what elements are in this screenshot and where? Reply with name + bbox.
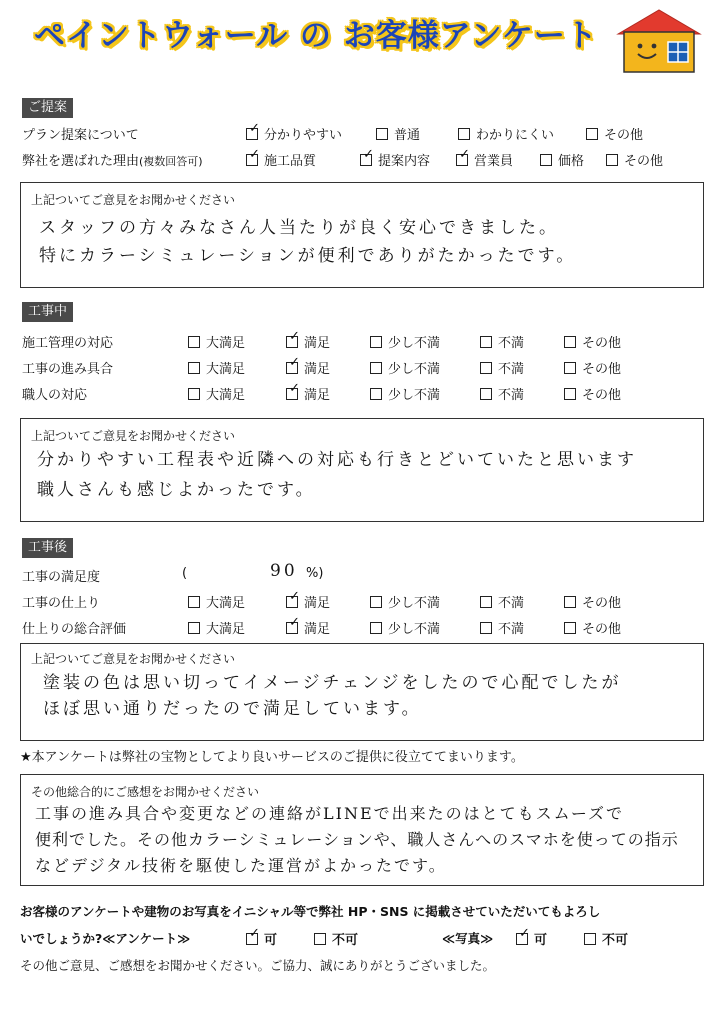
option-satisfied[interactable]: ✓ 満足 bbox=[286, 358, 330, 377]
section-header-after: 工事後 bbox=[22, 538, 73, 558]
option-dissatisfied[interactable]: 不満 bbox=[480, 332, 524, 351]
satisfaction-value[interactable]: 90 bbox=[270, 561, 298, 581]
option-dissatisfied[interactable]: 不満 bbox=[480, 358, 524, 377]
option-other[interactable]: その他 bbox=[586, 124, 643, 143]
check-mark-icon: ✓ bbox=[289, 381, 300, 396]
checkbox-icon bbox=[516, 926, 530, 945]
option-slightly-dissatisfied[interactable]: 少し不満 bbox=[370, 332, 440, 351]
satisfaction-label: 工事の満足度 bbox=[22, 570, 101, 585]
checkbox-icon bbox=[370, 622, 382, 634]
checkbox-icon bbox=[286, 355, 300, 374]
comment-box-general[interactable] bbox=[20, 774, 704, 886]
photo-deny-option[interactable]: 不可 bbox=[584, 929, 628, 948]
comment-line: 便利でした。その他カラーシミュレーションや、職人さんへのスマホを使っての指示 bbox=[35, 830, 679, 849]
option-hard-to-understand[interactable]: わかりにくい bbox=[458, 124, 554, 143]
checkbox-icon bbox=[480, 388, 492, 400]
notice-text: ★本アンケートは弊社の宝物としてより良いサービスのご提供に役立ててまいります。 bbox=[20, 750, 524, 765]
checkbox-icon bbox=[286, 329, 300, 348]
checkbox-icon bbox=[370, 336, 382, 348]
checkbox-icon bbox=[480, 336, 492, 348]
checkbox-icon bbox=[458, 128, 470, 140]
option-other[interactable]: その他 bbox=[606, 150, 663, 169]
row-label: 工事の進み具合 bbox=[22, 362, 114, 377]
permission-survey-label: いでしょうか?≪アンケート≫ bbox=[20, 931, 191, 946]
checkbox-icon bbox=[188, 362, 200, 374]
option-very-satisfied[interactable]: 大満足 bbox=[188, 384, 245, 403]
option-proposal[interactable]: ✓ 提案内容 bbox=[360, 150, 430, 169]
comment-line: などデジタル技術を駆使した運営がよかったです。 bbox=[35, 856, 447, 875]
checkbox-icon bbox=[586, 128, 598, 140]
checkbox-icon bbox=[456, 147, 470, 166]
satisfaction-unit: %) bbox=[306, 566, 324, 581]
option-slightly-dissatisfied[interactable]: 少し不満 bbox=[370, 618, 440, 637]
checkbox-icon bbox=[540, 154, 552, 166]
checkbox-icon bbox=[370, 362, 382, 374]
comment-caption: 上記ついてご意見をお聞かせください bbox=[31, 429, 236, 443]
checkbox-icon bbox=[564, 622, 576, 634]
permission-photo-label: ≪写真≫ bbox=[442, 931, 494, 946]
option-easy-to-understand[interactable]: ✓ 分かりやすい bbox=[246, 124, 342, 143]
survey-deny-option[interactable]: 不可 bbox=[314, 929, 358, 948]
row-label: 施工管理の対応 bbox=[22, 336, 114, 351]
option-other[interactable]: その他 bbox=[564, 358, 621, 377]
checkbox-icon bbox=[246, 121, 260, 140]
option-dissatisfied[interactable]: 不満 bbox=[480, 618, 524, 637]
option-slightly-dissatisfied[interactable]: 少し不満 bbox=[370, 358, 440, 377]
option-normal[interactable]: 普通 bbox=[376, 124, 420, 143]
comment-box-during[interactable] bbox=[20, 418, 704, 522]
checkbox-icon bbox=[246, 147, 260, 166]
checkbox-icon bbox=[480, 362, 492, 374]
comment-line: 塗装の色は思い切ってイメージチェンジをしたので心配でしたが bbox=[43, 673, 622, 693]
checkbox-icon bbox=[480, 596, 492, 608]
comment-line: 工事の進み具合や変更などの連絡がLINEで出来たのはとてもスムーズで bbox=[35, 804, 625, 823]
survey-allow-option[interactable]: ✓ 可 bbox=[246, 929, 277, 948]
checkbox-icon bbox=[188, 622, 200, 634]
checkbox-icon bbox=[188, 388, 200, 400]
comment-line: 職人さんも感じよかったです。 bbox=[37, 480, 316, 500]
option-satisfied[interactable]: ✓ 満足 bbox=[286, 592, 330, 611]
section-header-during: 工事中 bbox=[22, 302, 73, 322]
option-dissatisfied[interactable]: 不満 bbox=[480, 592, 524, 611]
check-mark-icon: ✓ bbox=[459, 147, 470, 162]
checkbox-icon bbox=[564, 336, 576, 348]
page-title: ペイントウォール の お客様アンケート bbox=[34, 18, 598, 54]
check-mark-icon: ✓ bbox=[289, 329, 300, 344]
footer-thanks: その他ご意見、ご感想をお聞かせください。ご協力、誠にありがとうございました。 bbox=[20, 958, 496, 973]
house-logo-icon bbox=[614, 8, 704, 74]
comment-line: 特にカラーシミュレーションが便利でありがたかったです。 bbox=[39, 246, 577, 266]
checkbox-icon bbox=[370, 596, 382, 608]
comment-line: 分かりやすい工程表や近隣への対応も行きとどいていたと思います bbox=[37, 450, 637, 470]
option-very-satisfied[interactable]: 大満足 bbox=[188, 592, 245, 611]
comment-box-proposal[interactable] bbox=[20, 182, 704, 288]
check-mark-icon: ✓ bbox=[289, 355, 300, 370]
permission-question: お客様のアンケートや建物のお写真をイニシャル等で弊社 HP・SNS に掲載させていただいてもよろし bbox=[20, 904, 601, 919]
checkbox-icon bbox=[246, 926, 260, 945]
checkbox-icon bbox=[564, 362, 576, 374]
checkbox-icon bbox=[606, 154, 618, 166]
option-very-satisfied[interactable]: 大満足 bbox=[188, 618, 245, 637]
option-other[interactable]: その他 bbox=[564, 592, 621, 611]
check-mark-icon: ✓ bbox=[249, 926, 260, 941]
option-other[interactable]: その他 bbox=[564, 618, 621, 637]
check-mark-icon: ✓ bbox=[289, 615, 300, 630]
option-satisfied[interactable]: ✓ 満足 bbox=[286, 618, 330, 637]
check-mark-icon: ✓ bbox=[289, 589, 300, 604]
option-slightly-dissatisfied[interactable]: 少し不満 bbox=[370, 384, 440, 403]
check-mark-icon: ✓ bbox=[249, 147, 260, 162]
option-slightly-dissatisfied[interactable]: 少し不満 bbox=[370, 592, 440, 611]
checkbox-icon bbox=[564, 596, 576, 608]
option-very-satisfied[interactable]: 大満足 bbox=[188, 358, 245, 377]
row-label: 仕上りの総合評価 bbox=[22, 622, 127, 637]
option-dissatisfied[interactable]: 不満 bbox=[480, 384, 524, 403]
comment-line: ほぼ思い通りだったので満足しています。 bbox=[43, 699, 422, 719]
checkbox-icon bbox=[360, 147, 374, 166]
option-satisfied[interactable]: ✓ 満足 bbox=[286, 384, 330, 403]
comment-box-after[interactable] bbox=[20, 643, 704, 741]
option-other[interactable]: その他 bbox=[564, 332, 621, 351]
option-price[interactable]: 価格 bbox=[540, 150, 584, 169]
checkbox-icon bbox=[286, 615, 300, 634]
checkbox-icon bbox=[584, 933, 596, 945]
option-other[interactable]: その他 bbox=[564, 384, 621, 403]
check-mark-icon: ✓ bbox=[249, 121, 260, 136]
comment-caption: その他総合的にご感想をお聞かせください bbox=[31, 785, 260, 799]
checkbox-icon bbox=[314, 933, 326, 945]
question-label-reason: 弊社を選ばれた理由(複数回答可) bbox=[22, 154, 203, 169]
check-mark-icon: ✓ bbox=[363, 147, 374, 162]
checkbox-icon bbox=[286, 381, 300, 400]
comment-line: スタッフの方々みなさん人当たりが良く安心できました。 bbox=[39, 218, 559, 238]
row-label: 工事の仕上り bbox=[22, 596, 101, 611]
photo-allow-option[interactable]: ✓ 可 bbox=[516, 929, 547, 948]
row-label: 職人の対応 bbox=[22, 388, 88, 403]
checkbox-icon bbox=[188, 596, 200, 608]
option-quality[interactable]: ✓ 施工品質 bbox=[246, 150, 316, 169]
checkbox-icon bbox=[376, 128, 388, 140]
option-sales[interactable]: ✓ 営業員 bbox=[456, 150, 513, 169]
option-satisfied[interactable]: ✓ 満足 bbox=[286, 332, 330, 351]
checkbox-icon bbox=[188, 336, 200, 348]
option-very-satisfied[interactable]: 大満足 bbox=[188, 332, 245, 351]
check-mark-icon: ✓ bbox=[519, 926, 530, 941]
checkbox-icon bbox=[564, 388, 576, 400]
comment-caption: 上記ついてご意見をお聞かせください bbox=[31, 193, 236, 207]
checkbox-icon bbox=[370, 388, 382, 400]
comment-caption: 上記ついてご意見をお聞かせください bbox=[31, 652, 236, 666]
question-label-plan: プラン提案について bbox=[22, 128, 139, 143]
checkbox-icon bbox=[480, 622, 492, 634]
satisfaction-paren-open: ( bbox=[182, 566, 188, 581]
checkbox-icon bbox=[286, 589, 300, 608]
section-header-proposal: ご提案 bbox=[22, 98, 73, 118]
